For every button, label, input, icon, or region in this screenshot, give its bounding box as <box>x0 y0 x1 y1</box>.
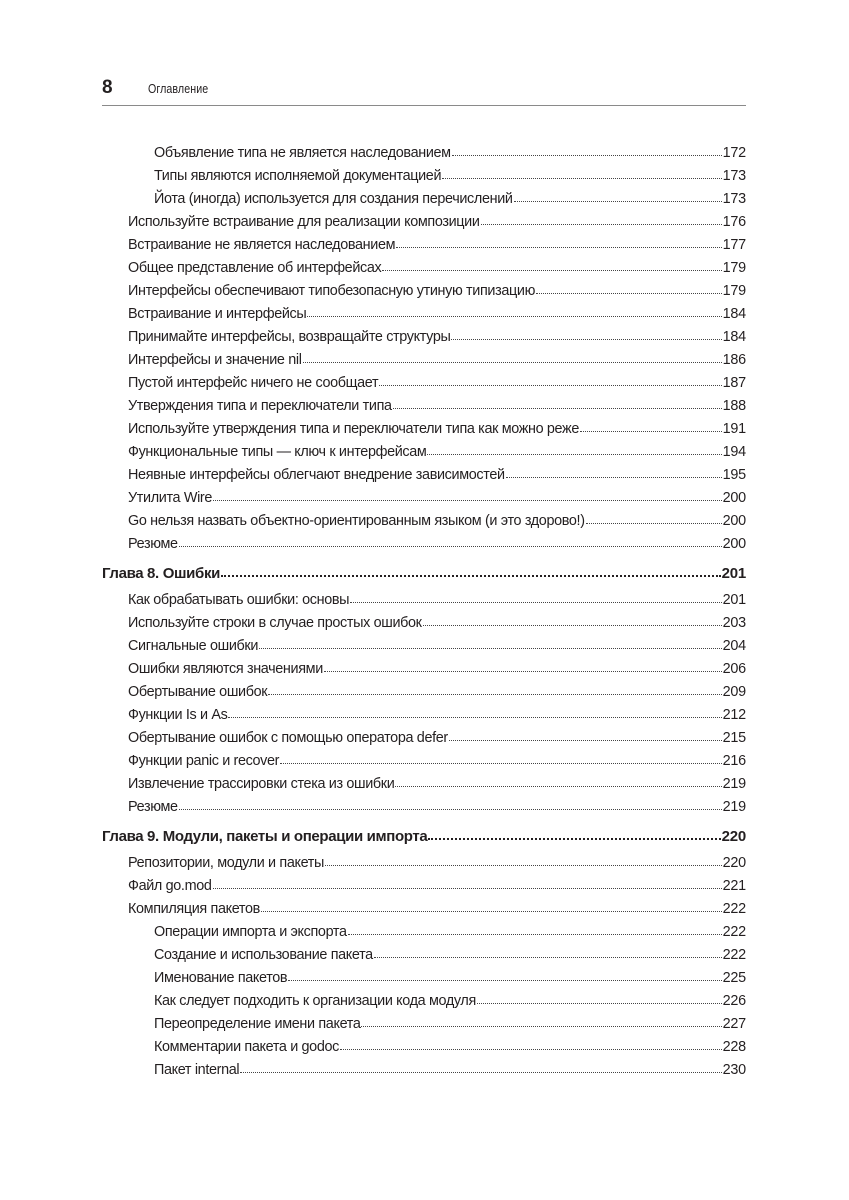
toc-entry-page: 200 <box>722 490 746 506</box>
toc-entry-title: Интерфейсы обеспечивают типобезопасную утиную типизацию <box>128 283 536 299</box>
toc-entry-page: 179 <box>722 260 746 276</box>
dot-leader <box>303 350 722 364</box>
dot-leader <box>348 922 722 936</box>
toc-entry-page: 206 <box>722 661 746 677</box>
toc-entry[interactable] <box>102 418 746 441</box>
dot-leader <box>350 590 721 604</box>
toc-entry[interactable] <box>102 533 746 556</box>
toc-entry[interactable] <box>102 257 746 280</box>
toc-entry-title: Общее представление об интерфейсах <box>128 260 382 276</box>
toc-entry-title: Резюме <box>128 799 178 815</box>
toc-entry[interactable] <box>102 612 746 635</box>
toc-entry-title: Операции импорта и экспорта <box>154 924 347 940</box>
toc-entry-page: 221 <box>722 878 746 894</box>
toc-entry-page: 220 <box>722 855 746 871</box>
toc-entry[interactable] <box>102 990 746 1013</box>
toc-entry-title: Пустой интерфейс ничего не сообщает <box>128 375 379 391</box>
toc-entry-title: Обертывание ошибок с помощью оператора defer <box>128 730 448 746</box>
toc-entry[interactable] <box>102 750 746 773</box>
toc-chapter-entry[interactable] <box>102 825 746 848</box>
toc-entry-title: Пакет internal <box>154 1062 240 1078</box>
toc-entry-title: Переопределение имени пакета <box>154 1016 361 1032</box>
dot-leader <box>228 705 721 719</box>
toc-entry[interactable] <box>102 1013 746 1036</box>
dot-leader <box>259 636 722 650</box>
dot-leader <box>179 534 722 548</box>
toc-entry-title: Репозитории, модули и пакеты <box>128 855 324 871</box>
toc-entry[interactable] <box>102 349 746 372</box>
dot-leader <box>452 143 722 157</box>
toc-entry-page: 203 <box>722 615 746 631</box>
toc-entry[interactable] <box>102 1059 746 1082</box>
dot-leader <box>261 899 722 913</box>
toc-entry-page: 184 <box>722 329 746 345</box>
toc-entry[interactable] <box>102 211 746 234</box>
running-title: Оглавление <box>148 81 209 96</box>
toc-entry-title: Как следует подходить к организации кода модуля <box>154 993 476 1009</box>
toc-entry[interactable] <box>102 944 746 967</box>
dot-leader <box>514 189 722 203</box>
dot-leader <box>179 797 722 811</box>
toc-entry[interactable] <box>102 921 746 944</box>
dot-leader <box>506 465 722 479</box>
toc-entry-title: Компиляция пакетов <box>128 901 260 917</box>
toc-entry-page: 220 <box>721 828 746 845</box>
toc-entry[interactable] <box>102 234 746 257</box>
toc-entry[interactable] <box>102 898 746 921</box>
toc-entry-title: Глава 8. Ошибки <box>102 565 220 582</box>
toc-entry[interactable] <box>102 773 746 796</box>
toc-entry[interactable] <box>102 280 746 303</box>
dot-leader <box>240 1060 721 1074</box>
toc-entry-title: Как обрабатывать ошибки: основы <box>128 592 350 608</box>
toc-entry[interactable] <box>102 326 746 349</box>
toc-entry-page: 225 <box>722 970 746 986</box>
toc-entry[interactable] <box>102 1036 746 1059</box>
toc-entry-page: 230 <box>722 1062 746 1078</box>
toc-entry[interactable] <box>102 487 746 510</box>
toc-entry[interactable] <box>102 303 746 326</box>
dot-leader <box>586 511 722 525</box>
toc-entry-title: Используйте утверждения типа и переключатели типа как можно реже <box>128 421 579 437</box>
toc-entry-title: Встраивание и интерфейсы <box>128 306 307 322</box>
toc-entry-title: Глава 9. Модули, пакеты и операции импорта <box>102 828 428 845</box>
toc-entry-title: Типы являются исполняемой документацией <box>154 168 442 184</box>
toc-entry-page: 172 <box>722 145 746 161</box>
dot-leader <box>481 212 722 226</box>
toc-entry-page: 186 <box>722 352 746 368</box>
toc-entry[interactable] <box>102 875 746 898</box>
toc-entry-title: Go нельзя назвать объектно-ориентированным языком (и это здорово!) <box>128 513 585 529</box>
toc-entry-title: Комментарии пакета и godoc <box>154 1039 339 1055</box>
dot-leader <box>427 442 721 456</box>
toc-entry-page: 219 <box>722 776 746 792</box>
toc-entry-page: 177 <box>722 237 746 253</box>
toc-entry-title: Обертывание ошибок <box>128 684 268 700</box>
toc-entry-title: Встраивание не является наследованием <box>128 237 396 253</box>
dot-leader <box>477 991 722 1005</box>
toc-entry-page: 191 <box>722 421 746 437</box>
dot-leader <box>580 419 722 433</box>
toc-entry[interactable] <box>102 188 746 211</box>
dot-leader <box>395 774 721 788</box>
toc-entry-page: 173 <box>722 191 746 207</box>
toc-entry[interactable] <box>102 464 746 487</box>
toc-entry-page: 179 <box>722 283 746 299</box>
dot-leader <box>221 564 721 578</box>
toc-entry-title: Ошибки являются значениями <box>128 661 323 677</box>
toc-entry-page: 200 <box>722 513 746 529</box>
dot-leader <box>393 396 722 410</box>
toc-entry-title: Файл go.mod <box>128 878 212 894</box>
toc-entry[interactable] <box>102 165 746 188</box>
page-number: 8 <box>102 77 113 98</box>
toc-entry-page: 173 <box>722 168 746 184</box>
toc-entry-title: Принимайте интерфейсы, возвращайте структуры <box>128 329 451 345</box>
toc-entry-page: 215 <box>722 730 746 746</box>
toc-entry-title: Создание и использование пакета <box>154 947 373 963</box>
toc-entry-title: Используйте строки в случае простых ошибок <box>128 615 422 631</box>
dot-leader <box>423 613 722 627</box>
toc-entry-title: Объявление типа не является наследованием <box>154 145 451 161</box>
table-of-contents <box>102 142 746 1082</box>
toc-entry-page: 212 <box>722 707 746 723</box>
dot-leader <box>536 281 722 295</box>
dot-leader <box>382 258 721 272</box>
dot-leader <box>442 166 721 180</box>
toc-entry-page: 201 <box>722 592 746 608</box>
toc-entry-page: 188 <box>722 398 746 414</box>
toc-entry-page: 194 <box>722 444 746 460</box>
toc-entry[interactable] <box>102 967 746 990</box>
toc-entry-page: 187 <box>722 375 746 391</box>
toc-entry-title: Функции Is и As <box>128 707 228 723</box>
toc-entry-title: Функциональные типы — ключ к интерфейсам <box>128 444 427 460</box>
toc-entry-page: 222 <box>722 924 746 940</box>
toc-entry-title: Резюме <box>128 536 178 552</box>
toc-entry[interactable] <box>102 852 746 875</box>
toc-entry[interactable] <box>102 441 746 464</box>
dot-leader <box>268 682 721 696</box>
toc-entry[interactable] <box>102 635 746 658</box>
dot-leader <box>374 945 722 959</box>
toc-entry[interactable] <box>102 372 746 395</box>
toc-entry[interactable] <box>102 704 746 727</box>
toc-entry[interactable] <box>102 589 746 612</box>
toc-entry-title: Используйте встраивание для реализации композиции <box>128 214 480 230</box>
toc-entry-title: Сигнальные ошибки <box>128 638 259 654</box>
toc-entry-title: Именование пакетов <box>154 970 288 986</box>
dot-leader <box>280 751 722 765</box>
toc-entry-page: 222 <box>722 947 746 963</box>
toc-entry-page: 176 <box>722 214 746 230</box>
dot-leader <box>379 373 721 387</box>
toc-entry-page: 200 <box>722 536 746 552</box>
toc-entry[interactable] <box>102 510 746 533</box>
header-rule <box>102 105 746 106</box>
toc-entry-page: 195 <box>722 467 746 483</box>
dot-leader <box>325 853 722 867</box>
toc-entry-page: 222 <box>722 901 746 917</box>
toc-entry-page: 219 <box>722 799 746 815</box>
toc-entry-title: Извлечение трассировки стека из ошибки <box>128 776 395 792</box>
dot-leader <box>307 304 721 318</box>
toc-entry[interactable] <box>102 681 746 704</box>
toc-entry-title: Функции panic и recover <box>128 753 280 769</box>
dot-leader <box>340 1037 722 1051</box>
toc-entry[interactable] <box>102 395 746 418</box>
toc-entry-page: 204 <box>722 638 746 654</box>
dot-leader <box>396 235 721 249</box>
toc-chapter-entry[interactable] <box>102 562 746 585</box>
dot-leader <box>213 488 722 502</box>
toc-entry-page: 201 <box>721 565 746 582</box>
toc-entry-title: Утилита Wire <box>128 490 213 506</box>
dot-leader <box>361 1014 721 1028</box>
dot-leader <box>449 728 722 742</box>
toc-entry-page: 227 <box>722 1016 746 1032</box>
dot-leader <box>451 327 721 341</box>
dot-leader <box>324 659 722 673</box>
toc-entry-page: 226 <box>722 993 746 1009</box>
dot-leader <box>428 827 720 841</box>
toc-entry-title: Утверждения типа и переключатели типа <box>128 398 392 414</box>
dot-leader <box>213 876 722 890</box>
toc-entry-title: Неявные интерфейсы облегчают внедрение зависимостей <box>128 467 505 483</box>
toc-entry-page: 209 <box>722 684 746 700</box>
toc-entry[interactable] <box>102 658 746 681</box>
toc-entry-title: Йота (иногда) используется для создания перечислений <box>154 191 513 207</box>
toc-entry-page: 228 <box>722 1039 746 1055</box>
toc-entry-page: 184 <box>722 306 746 322</box>
toc-entry-title: Интерфейсы и значение nil <box>128 352 302 368</box>
dot-leader <box>288 968 721 982</box>
toc-entry[interactable] <box>102 727 746 750</box>
toc-entry[interactable] <box>102 142 746 165</box>
toc-entry-page: 216 <box>722 753 746 769</box>
toc-entry[interactable] <box>102 796 746 819</box>
page-header <box>102 76 746 104</box>
